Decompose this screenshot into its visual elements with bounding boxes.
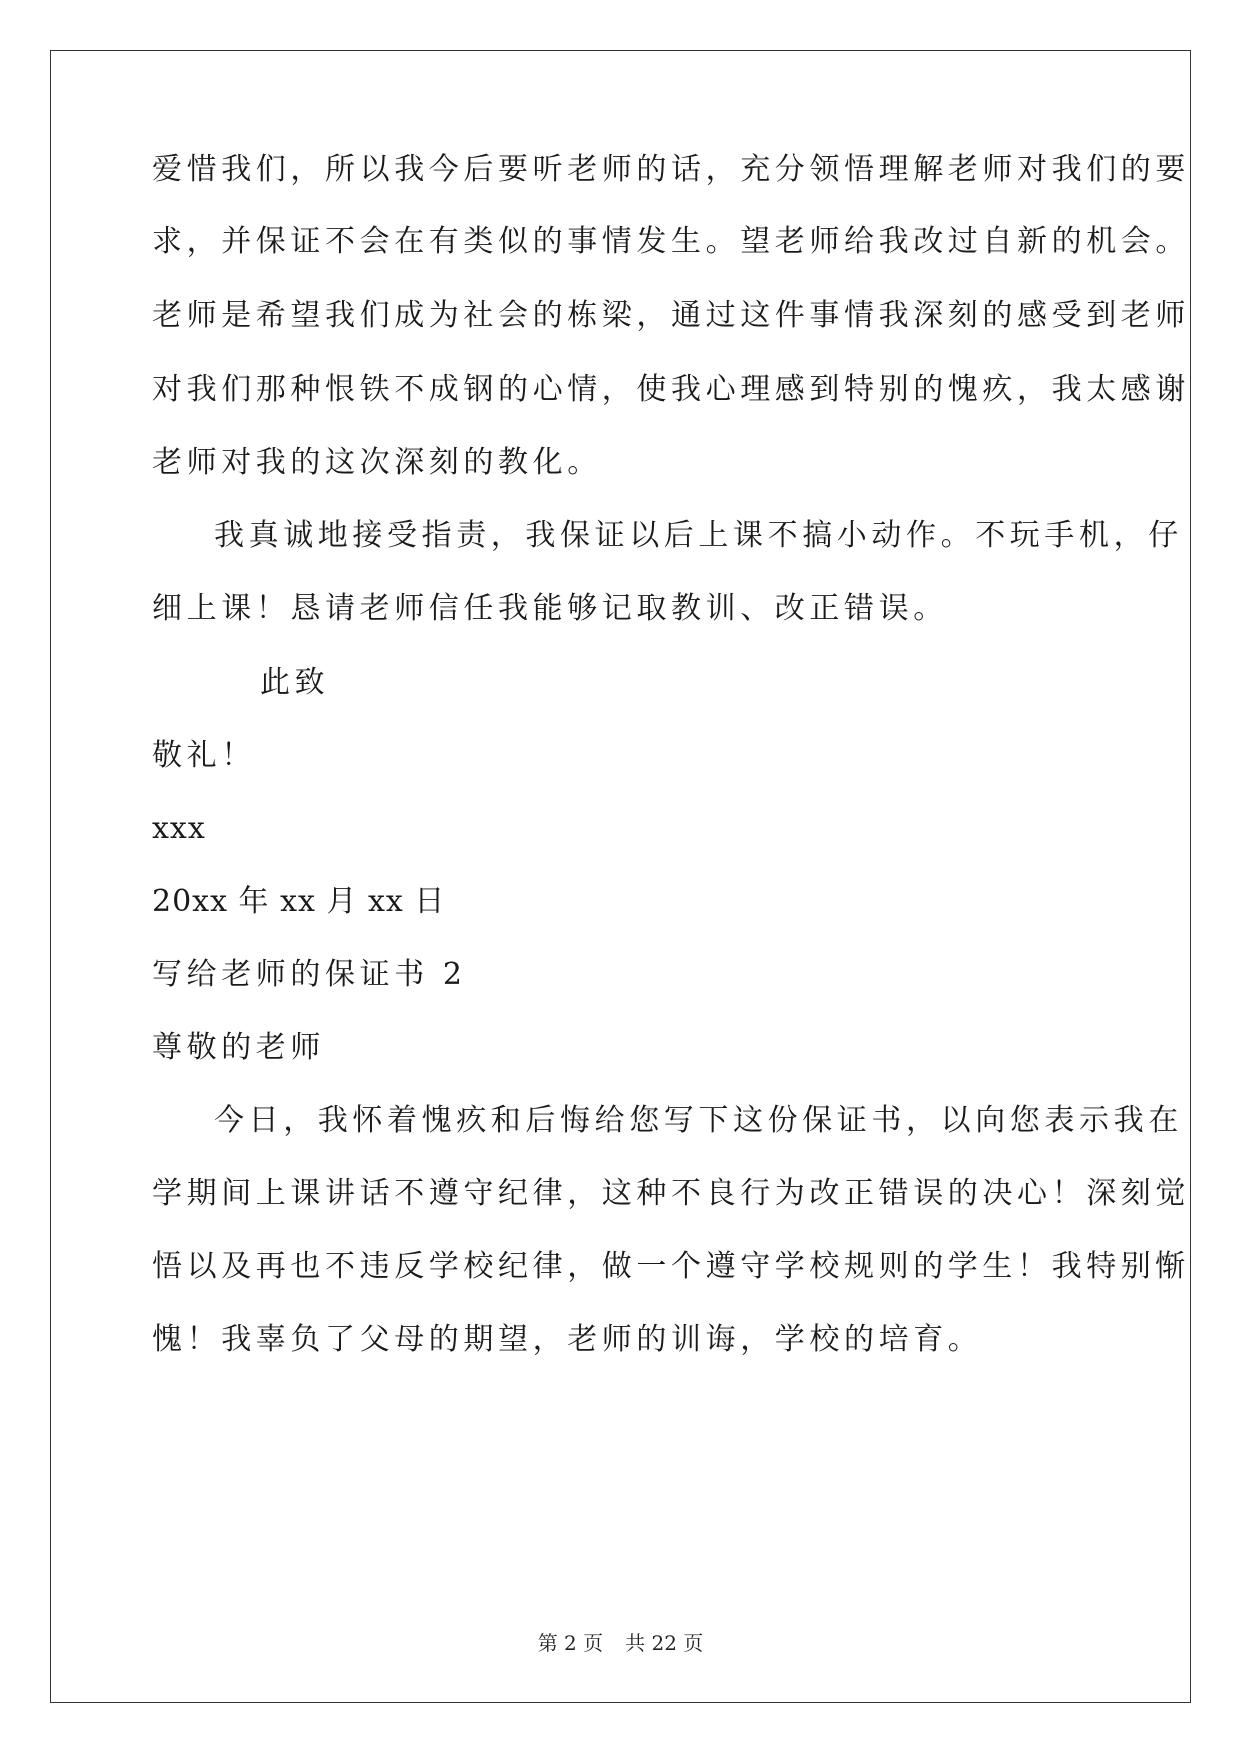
closing-text: 此致 [260, 665, 330, 700]
section-title: 写给老师的保证书 2 [152, 957, 467, 992]
salute-text: 敬礼！ [152, 738, 256, 773]
body-line: 求，并保证不会在有类似的事情发生。望老师给我改过自新的机会。 [152, 224, 1190, 259]
body-line: 老师是希望我们成为社会的栋梁，通过这件事情我深刻的感受到老师 [152, 298, 1190, 333]
current-page: 第 2 页 [537, 1631, 604, 1655]
body-line: 爱惜我们，所以我今后要听老师的话，充分领悟理解老师对我们的要 [152, 152, 1190, 187]
date: 20xx 年 xx 月 xx 日 [152, 884, 446, 919]
greeting: 尊敬的老师 [152, 1030, 325, 1065]
body-line: 我真诚地接受指责，我保证以后上课不搞小动作。不玩手机，仔 [214, 518, 1183, 553]
body-line: 老师对我的这次深刻的教化。 [152, 445, 602, 480]
body-line: 悟以及再也不违反学校纪律，做一个遵守学校规则的学生！我特别惭 [152, 1249, 1190, 1284]
body-line: 对我们那种恨铁不成钢的心情，使我心理感到特别的愧疚，我太感谢 [152, 372, 1190, 407]
body-line: 今日，我怀着愧疚和后悔给您写下这份保证书，以向您表示我在 [214, 1103, 1183, 1138]
body-line: 细上课！恳请老师信任我能够记取教训、改正错误。 [152, 591, 948, 626]
signature: xxx [152, 811, 206, 846]
total-pages: 共 22 页 [625, 1631, 704, 1655]
page-footer [0, 1630, 1241, 1656]
body-line: 愧！我辜负了父母的期望，老师的训诲，学校的培育。 [152, 1322, 983, 1357]
body-line: 学期间上课讲话不遵守纪律，这种不良行为改正错误的决心！深刻觉 [152, 1176, 1190, 1211]
